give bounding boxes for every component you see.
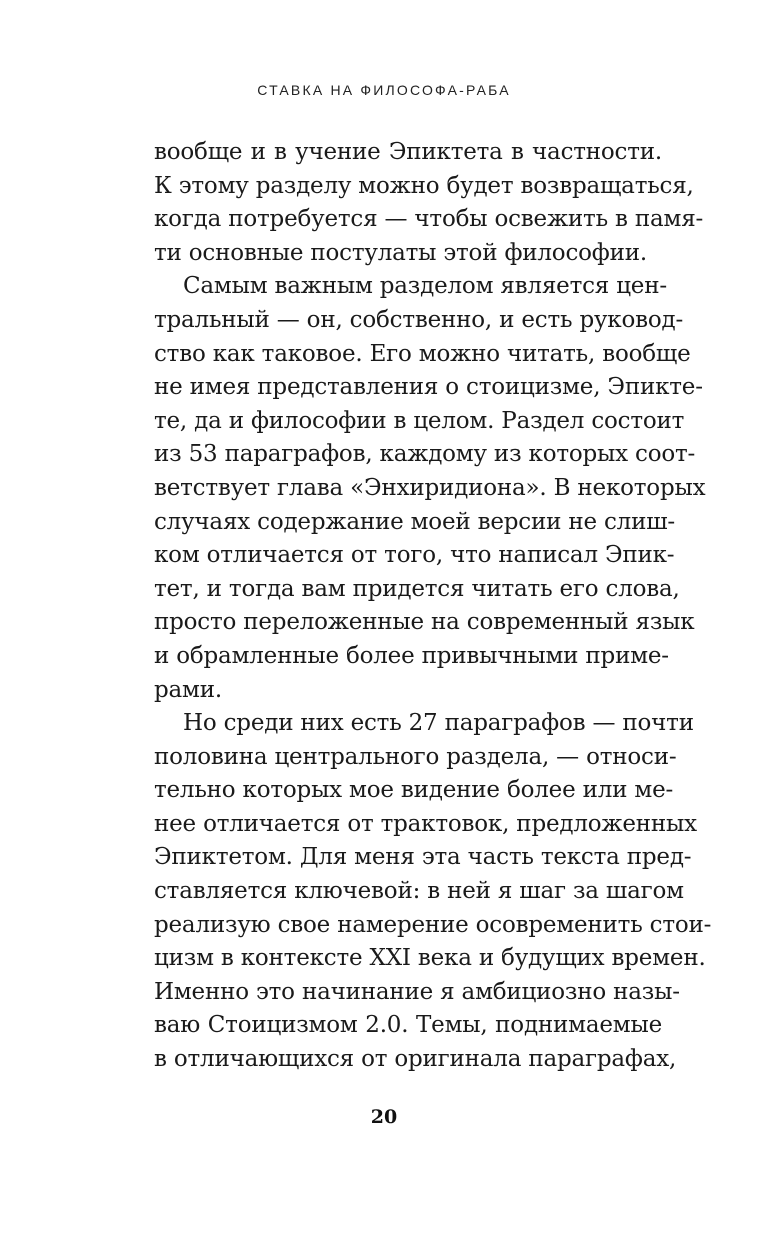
text-line: половина центрального раздела, — относи- [154,743,677,770]
text-line: ветствует глава «Энхиридиона». В некоторых [154,474,706,501]
text-line: просто переложенные на современный язык [154,609,695,636]
text-line: в отличающихся от оригинала параграфах, [154,1046,677,1073]
page-number: 20 [370,1106,398,1128]
text-line: вообще и в учение Эпиктета в частности. [154,139,662,165]
text-line: тельно которых мое видение более или ме- [154,777,674,804]
text-line: тет, и тогда вам придется читать его слова, [154,575,680,602]
text-line: когда потребуется — чтобы освежить в памя- [154,206,704,233]
paragraph-3 [154,707,712,1077]
text-line: реализую свое намерение осовременить стои- [154,911,712,938]
body-text [154,136,712,1077]
text-line: случаях содержание моей версии не слиш- [154,508,675,535]
text-line: цизм в контексте XXI века и будущих времен. [154,945,706,972]
paragraph-1 [154,136,704,270]
text-line: К этому разделу можно будет возвращаться, [154,172,694,199]
text-line: Эпиктетом. Для меня эта часть текста пред- [154,844,692,871]
text-line: из 53 параграфов, каждому из которых соот- [154,441,696,468]
text-line: нее отличается от трактовок, предложенных [154,810,697,837]
paragraph-2 [154,270,706,707]
text-line: рами. [154,676,222,703]
text-line: ваю Стоицизмом 2.0. Темы, поднимаемые [154,1012,662,1039]
text-line: Именно это начинание я амбициозно назы- [154,978,680,1005]
text-line: Но среди них есть 27 параграфов — почти [183,710,694,737]
text-line: Самым важным разделом является цен- [183,273,667,300]
text-line: ставляется ключевой: в ней я шаг за шагом [154,878,684,905]
text-line: не имея представления о стоицизме, Эпикте- [154,374,703,401]
text-line: и обрамленные более привычными приме- [154,642,669,669]
text-line: ство как таковое. Его можно читать, вообще [154,340,691,367]
running-header: СТАВКА НА ФИЛОСОФА-РАБА [257,82,511,98]
text-line: ком отличается от того, что написал Эпик- [154,542,675,569]
text-line: тральный — он, собственно, и есть руковод- [154,306,684,333]
text-line: те, да и философии в целом. Раздел состоит [154,407,685,434]
text-line: ти основные постулаты этой философии. [154,239,647,266]
